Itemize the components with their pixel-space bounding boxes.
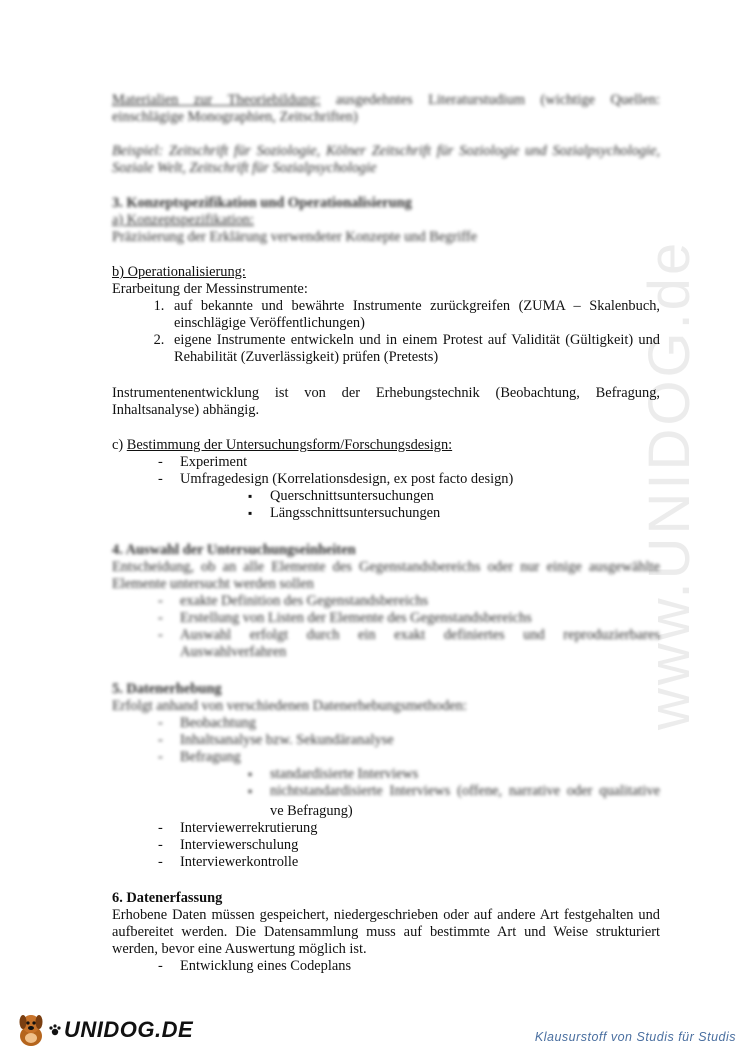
list-item: ▪ Querschnittsuntersuchungen (112, 488, 660, 505)
list-item: - Interviewerkontrolle (112, 854, 660, 871)
section3c-list (112, 454, 660, 488)
dog-mascot-icon (14, 1012, 48, 1048)
section3c-prefix: c) (112, 437, 127, 453)
section5-list (112, 715, 660, 766)
section4-list (112, 593, 660, 661)
list-item: - Umfragedesign (Korrelationsdesign, ex post facto design) (112, 471, 660, 488)
materialien-text: ausgedehntes Literaturstudium (wichtige Quellen: einschlägige Monographien, Zeitschriften) (112, 92, 660, 125)
section3b-paragraph: Instrumentenentwicklung ist von der Erhebungstechnik (Beobachtung, Befragung, Inhaltsanalyse) abhängig. (112, 385, 660, 418)
list-item: - Erstellung von Listen der Elemente des Gegenstandsbereichs (112, 610, 660, 627)
section3c-sublist (112, 488, 660, 522)
list-item: 2. eigene Instrumente entwickeln und in einem Protest auf Validität (Gültigkeit) und Rehabilität (Zuverlässigkeit) prüfen (Pretests) (168, 332, 660, 366)
section5-intro: Erfolgt anhand von verschiedenen Datenerhebungsmethoden: (112, 698, 467, 714)
beispiel-label: Beispiel: (112, 143, 164, 159)
section3-sub-a: a) Konzeptspezifikation: (112, 212, 254, 228)
section5-sublist (112, 766, 660, 800)
section3-blurred (112, 195, 660, 246)
unidog-logo[interactable] (14, 1010, 193, 1050)
beispiel-paragraph (112, 143, 660, 177)
list-item: ▪ Längsschnittsuntersuchungen (112, 505, 660, 522)
section3b-list (112, 298, 660, 366)
section3c (112, 437, 660, 522)
list-item: ▪ nichtstandardisierte Interviews (offene, narrative oder qualitative (112, 783, 660, 800)
section4-blurred (112, 542, 660, 661)
section6-paragraph: Erhobene Daten müssen gespeichert, niedergeschrieben oder auf andere Art festgehalten und aufbereitet werden. Die Datensammlung muss auf bestimmte Art und Weise strukturiert werden, bevor eine Auswertung möglich ist. (112, 907, 660, 957)
section6 (112, 890, 660, 975)
list-item: 1. auf bekannte und bewährte Instrumente zurückgreifen (ZUMA – Skalenbuch, einschlägige Veröffentlichungen) (168, 298, 660, 332)
beispiel-text: Zeitschrift für Soziologie, Kölner Zeitschrift für Soziologie und Sozialpsychologie, Soziale Welt, Zeitschrift für Sozialpsychologie (112, 143, 660, 176)
section4-heading: 4. Auswahl der Untersuchungseinheiten (112, 542, 356, 558)
list-item: - Auswahl erfolgt durch ein exakt definiertes und reproduzierbares Auswahlverfahren (112, 627, 660, 661)
list-item: - Interviewerschulung (112, 837, 660, 854)
section5-heading: 5. Datenerhebung (112, 681, 222, 697)
section6-heading: 6. Datenerfassung (112, 890, 223, 906)
section3b-label: b) Operationalisierung: (112, 264, 246, 280)
section5-visible (112, 803, 660, 871)
materialien-paragraph (112, 92, 660, 126)
list-item: - Befragung (112, 749, 660, 766)
footer-tagline: Klausurstoff von Studis für Studis (534, 1030, 736, 1044)
list-item: - Experiment (112, 454, 660, 471)
list-item: - Beobachtung (112, 715, 660, 732)
list-item: ▪ standardisierte Interviews (112, 766, 660, 783)
list-item: - exakte Definition des Gegenstandsbereichs (112, 593, 660, 610)
section5-tail: ve Befragung) (270, 803, 353, 819)
section5-interviewer-list (112, 820, 660, 871)
list-item: - Interviewerrekrutierung (112, 820, 660, 837)
list-item: - Inhaltsanalyse bzw. Sekundäranalyse (112, 732, 660, 749)
section6-list (112, 958, 660, 975)
list-item: - Entwicklung eines Codeplans (112, 958, 660, 975)
section3c-label: Bestimmung der Untersuchungsform/Forschungsdesign: (126, 437, 453, 453)
paw-icon (48, 1023, 62, 1037)
section3c-heading (112, 437, 660, 454)
section3-heading: 3. Konzeptspezifikation und Operationalisierung (112, 195, 412, 211)
materialien-label: Materialien zur Theoriebildung: (112, 92, 321, 108)
section3b (112, 264, 660, 366)
watermark: www.UNIDOG.de (637, 239, 702, 730)
section4-intro: Entscheidung, ob an alle Elemente des Gegenstandsbereichs oder nur einige ausgewählte Elemente untersucht werden sollen (112, 559, 660, 592)
section3-sub-a-text: Präzisierung der Erklärung verwendeter Konzepte und Begriffe (112, 229, 477, 245)
section5-blurred (112, 681, 660, 800)
section3b-intro: Erarbeitung der Messinstrumente: (112, 281, 308, 297)
logo-text: UNIDOG.DE (64, 1017, 194, 1042)
